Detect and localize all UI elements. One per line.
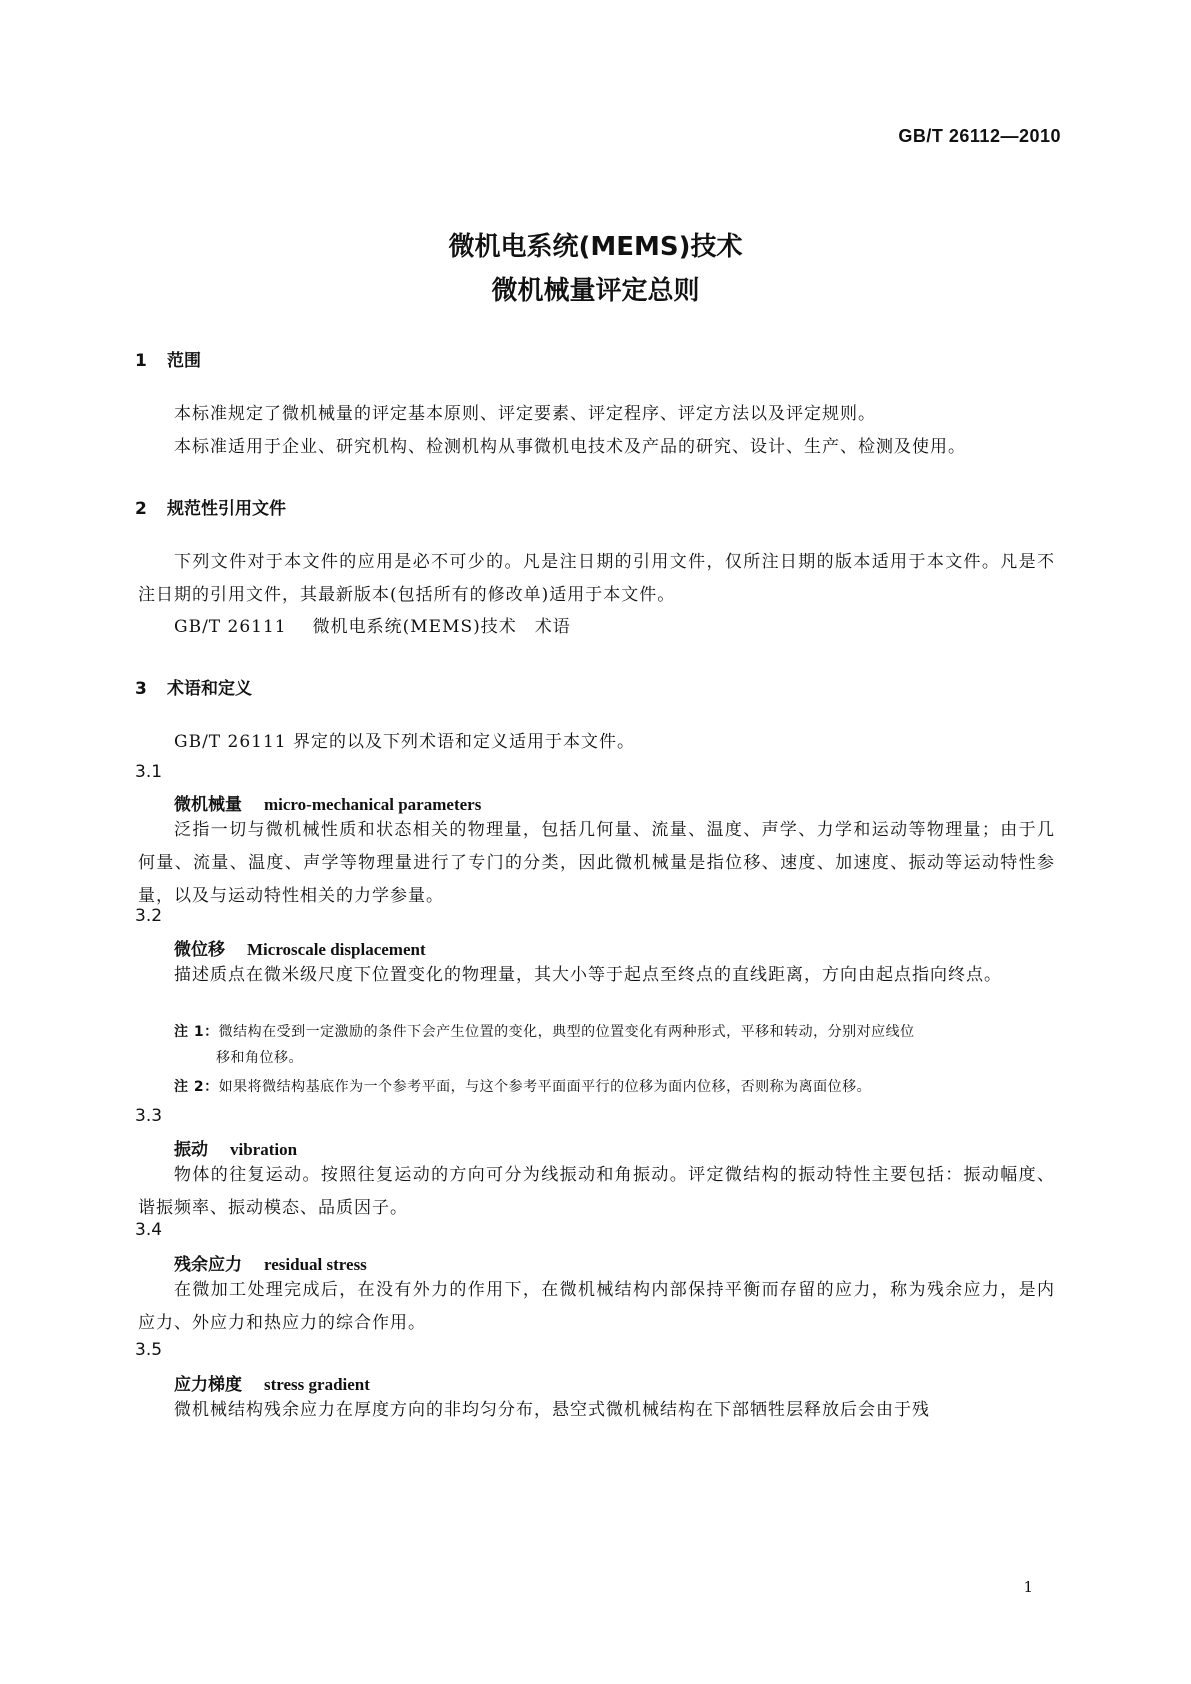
term-en: residual stress — [264, 1255, 367, 1274]
sec2-paragraph-1: 下列文件对于本文件的应用是必不可少的。凡是注日期的引用文件，仅所注日期的版本适用于本文件。凡是不注日期的引用文件，其最新版本(包括所有的修改单)适用于本文件。 — [138, 552, 1055, 605]
section-number: 3 — [135, 679, 147, 699]
note-2 — [174, 1074, 1054, 1100]
note-label: 注 2： — [174, 1079, 219, 1095]
section-number: 1 — [135, 351, 147, 371]
term-heading — [174, 935, 426, 960]
term-heading — [174, 790, 481, 815]
section-title: 规范性引用文件 — [167, 499, 286, 519]
term-definition: 在微加工处理完成后，在没有外力的作用下，在微机械结构内部保持平衡而存留的应力，称为残余应力，是内应力、外应力和热应力的综合作用。 — [138, 1280, 1055, 1333]
term-heading — [174, 1370, 370, 1395]
term-zh: 微机械量 — [174, 795, 242, 815]
term-zh: 微位移 — [174, 940, 225, 960]
note-label: 注 1： — [174, 1024, 219, 1040]
doc-title-line2: 微机械量评定总则 — [491, 276, 700, 306]
term-definition: 物体的往复运动。按照往复运动的方向可分为线振动和角振动。评定微结构的振动特性主要包括：振动幅度、谐振频率、振动模态、品质因子。 — [138, 1165, 1055, 1218]
term-heading — [174, 1250, 367, 1275]
note-text: 如果将微结构基底作为一个参考平面，与这个参考平面面平行的位移为面内位移，否则称为离面位移。 — [218, 1079, 872, 1095]
term-en: Microscale displacement — [247, 940, 426, 959]
normative-reference — [174, 612, 571, 637]
standard-code: GB/T 26112—2010 — [898, 126, 1061, 146]
term-definition: 微机械结构残余应力在厚度方向的非均匀分布，悬空式微机械结构在下部牺牲层释放后会由于残 — [174, 1400, 930, 1420]
note-text: 微结构在受到一定激励的条件下会产生位置的变化，典型的位置变化有两种形式，平移和转动，分别对应线位 — [218, 1024, 915, 1040]
doc-title-line1: 微机电系统(MEMS)技术 — [448, 232, 743, 262]
term-number: 3.3 — [135, 1106, 163, 1126]
term-en: vibration — [230, 1140, 298, 1159]
term-definition: 描述质点在微米级尺度下位置变化的物理量，其大小等于起点至终点的直线距离，方向由起点指向终点。 — [174, 965, 1002, 985]
term-zh: 残余应力 — [174, 1255, 242, 1275]
term-zh: 应力梯度 — [174, 1375, 242, 1395]
term-number: 3.5 — [135, 1340, 163, 1360]
sec1-paragraph-2: 本标准适用于企业、研究机构、检测机构从事微机电技术及产品的研究、设计、生产、检测及使用。 — [174, 437, 966, 457]
term-definition: 泛指一切与微机械性质和状态相关的物理量，包括几何量、流量、温度、声学、力学和运动等物理量；由于几何量、流量、温度、声学等物理量进行了专门的分类，因此微机械量是指位移、速度、加速度、振动等运动特性参量，以及与运动特性相关的力学参量。 — [138, 820, 1055, 906]
sec1-paragraph-1: 本标准规定了微机械量的评定基本原则、评定要素、评定程序、评定方法以及评定规则。 — [174, 404, 876, 424]
section-2-heading — [135, 494, 286, 519]
term-en: micro-mechanical parameters — [264, 795, 482, 814]
term-heading — [174, 1135, 297, 1160]
term-en: stress gradient — [264, 1375, 370, 1394]
reference-title: 微机电系统(MEMS)技术 术语 — [312, 617, 571, 637]
section-3-heading — [135, 674, 252, 699]
section-title: 范围 — [167, 351, 201, 371]
term-zh: 振动 — [174, 1140, 208, 1160]
reference-code: GB/T 26111 — [174, 617, 287, 637]
term-number: 3.1 — [135, 762, 163, 782]
term-number: 3.2 — [135, 906, 163, 926]
note-text-continued: 移和角位移。 — [216, 1050, 303, 1066]
sec3-intro: GB/T 26111 界定的以及下列术语和定义适用于本文件。 — [174, 732, 636, 752]
section-title: 术语和定义 — [167, 679, 252, 699]
note-1 — [174, 1019, 1054, 1071]
section-1-heading — [135, 346, 201, 371]
page-number: 1 — [1023, 1578, 1033, 1596]
term-number: 3.4 — [135, 1220, 163, 1240]
section-number: 2 — [135, 499, 147, 519]
